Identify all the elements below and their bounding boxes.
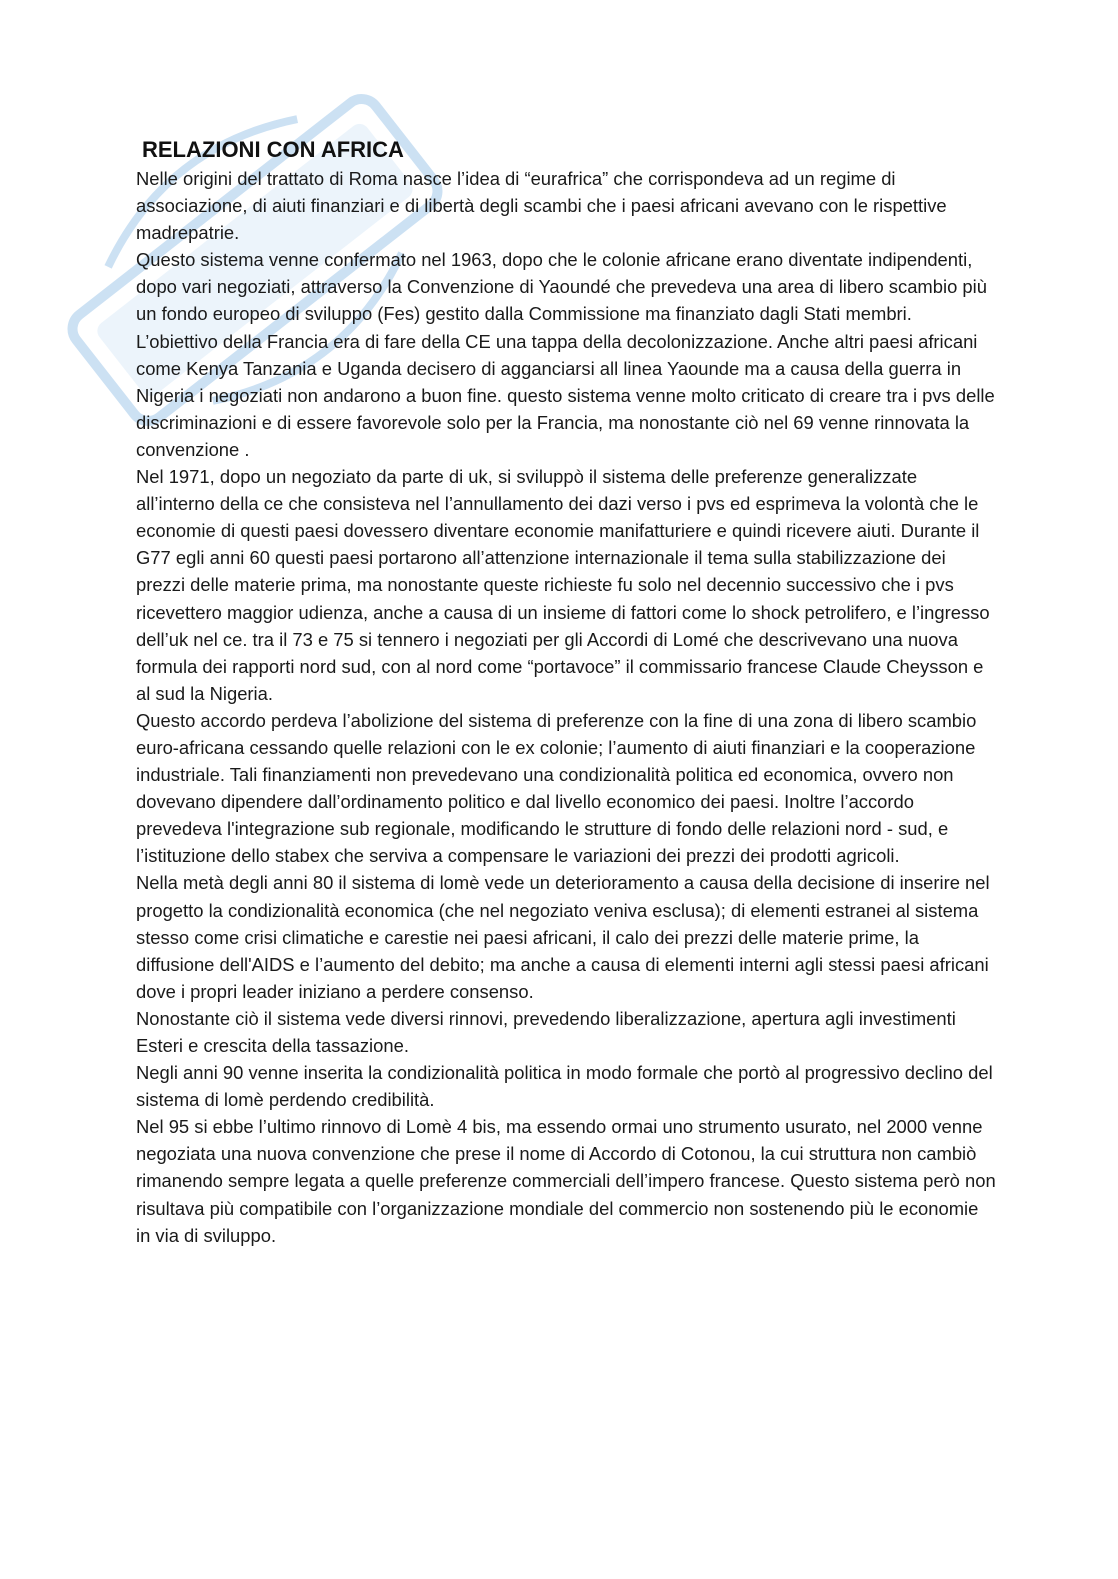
paragraph-political-conditionality: Negli anni 90 venne inserita la condizionalità politica in modo formale che portò al progressivo declino del sistema di lomè perdendo credibilità.: [136, 1062, 993, 1111]
document-body: [136, 136, 996, 1249]
document-title: RELAZIONI CON AFRICA: [142, 137, 404, 162]
paragraph-cotonou: Nel 95 si ebbe l’ultimo rinnovo di Lomè 4 bis, ma essendo ormai uno strumento usurato, nel 2000 venne negoziata una nuova convenzione che prese il nome di Accordo di Cotonou, la cui struttura non cambiò rimanendo sempre legata a quelle preferenze commerciali dell’impero francese. Questo sistema però non risultava più compatibile con l’organizzazione mondiale del commercio non sostenendo più le economie in via di sviluppo.: [136, 1116, 996, 1246]
paragraph-deterioration: Nella metà degli anni 80 il sistema di lomè vede un deterioramento a causa della decisione di inserire nel progetto la condizionalità economica (che nel negoziato veniva esclusa); di elementi estranei al sistema stesso come crisi climatiche e carestie nei paesi africani, il calo dei prezzi delle materie prime, la diffusione dell'AIDS e l’aumento del debito; ma anche a causa di elementi interni agli stessi paesi africani dove i propri leader iniziano a perdere consenso.: [136, 872, 990, 1002]
paragraph-renewals: Nonostante ciò il sistema vede diversi rinnovi, prevedendo liberalizzazione, apertura agli investimenti Esteri e crescita della tassazione.: [136, 1007, 956, 1056]
paragraph-yaounde: Questo sistema venne confermato nel 1963, dopo che le colonie africane erano diventate indipendenti, dopo vari negoziati, attraverso la Convenzione di Yaoundé che prevedeva una area di libero scambio più un fondo europeo di sviluppo (Fes) gestito dalla Commissione ma finanziato dagli Stati membri. L’obiettivo della Francia era di fare della CE una tappa della decolonizzazione. Anche altri paesi africani come Kenya Tanzania e Uganda decisero di agganciarsi all linea Yaounde ma a causa della guerra in Nigeria i negoziati non andarono a buon fine. questo sistema venne molto criticato di creare tra i pvs delle discriminazioni e di essere favorevole solo per la Francia, ma nonostante ciò nel 69 venne rinnovata la convenzione .: [136, 249, 995, 460]
paragraph-preferences: Nel 1971, dopo un negoziato da parte di uk, si sviluppò il sistema delle preferenze generalizzate all’interno della ce che consisteva nel l’annullamento dei dazi verso i pvs ed esprimeva la volontà che le economie di questi paesi dovessero diventare economie manifatturiere e quindi ricevere aiuti. Durante il G77 egli anni 60 questi paesi portarono all’attenzione internazionale il tema sulla stabilizzazione dei prezzi delle materie prima, ma nonostante queste richieste fu solo nel decennio successivo che i pvs ricevettero maggior udienza, anche a causa di un insieme di fattori come lo shock petrolifero, e l’ingresso dell’uk nel ce. tra il 73 e 75 si tennero i negoziati per gli Accordi di Lomé che descrivevano una nuova formula dei rapporti nord sud, con al nord come “portavoce” il commissario francese Claude Cheysson e al sud la Nigeria.: [136, 466, 990, 704]
paragraph-lome-accord: Questo accordo perdeva l’abolizione del sistema di preferenze con la fine di una zona di libero scambio euro-africana cessando quelle relazioni con le ex colonie; l’aumento di aiuti finanziari e la cooperazione industriale. Tali finanziamenti non prevedevano una condizionalità politica ed economica, ovvero non dovevano dipendere dall’ordinamento politico e dal livello economico dei paesi. Inoltre l’accordo prevedeva l'integrazione sub regionale, modificando le strutture di fondo delle relazioni nord - sud, e l’istituzione dello stabex che serviva a compensare le variazioni dei prezzi dei prodotti agricoli.: [136, 709, 977, 867]
paragraph-origins: Nelle origini del trattato di Roma nasce l’idea di “eurafrica” che corrispondeva ad un regime di associazione, di aiuti finanziari e di libertà degli scambi che i paesi africani avevano con le rispettive madrepatrie.: [136, 168, 947, 244]
